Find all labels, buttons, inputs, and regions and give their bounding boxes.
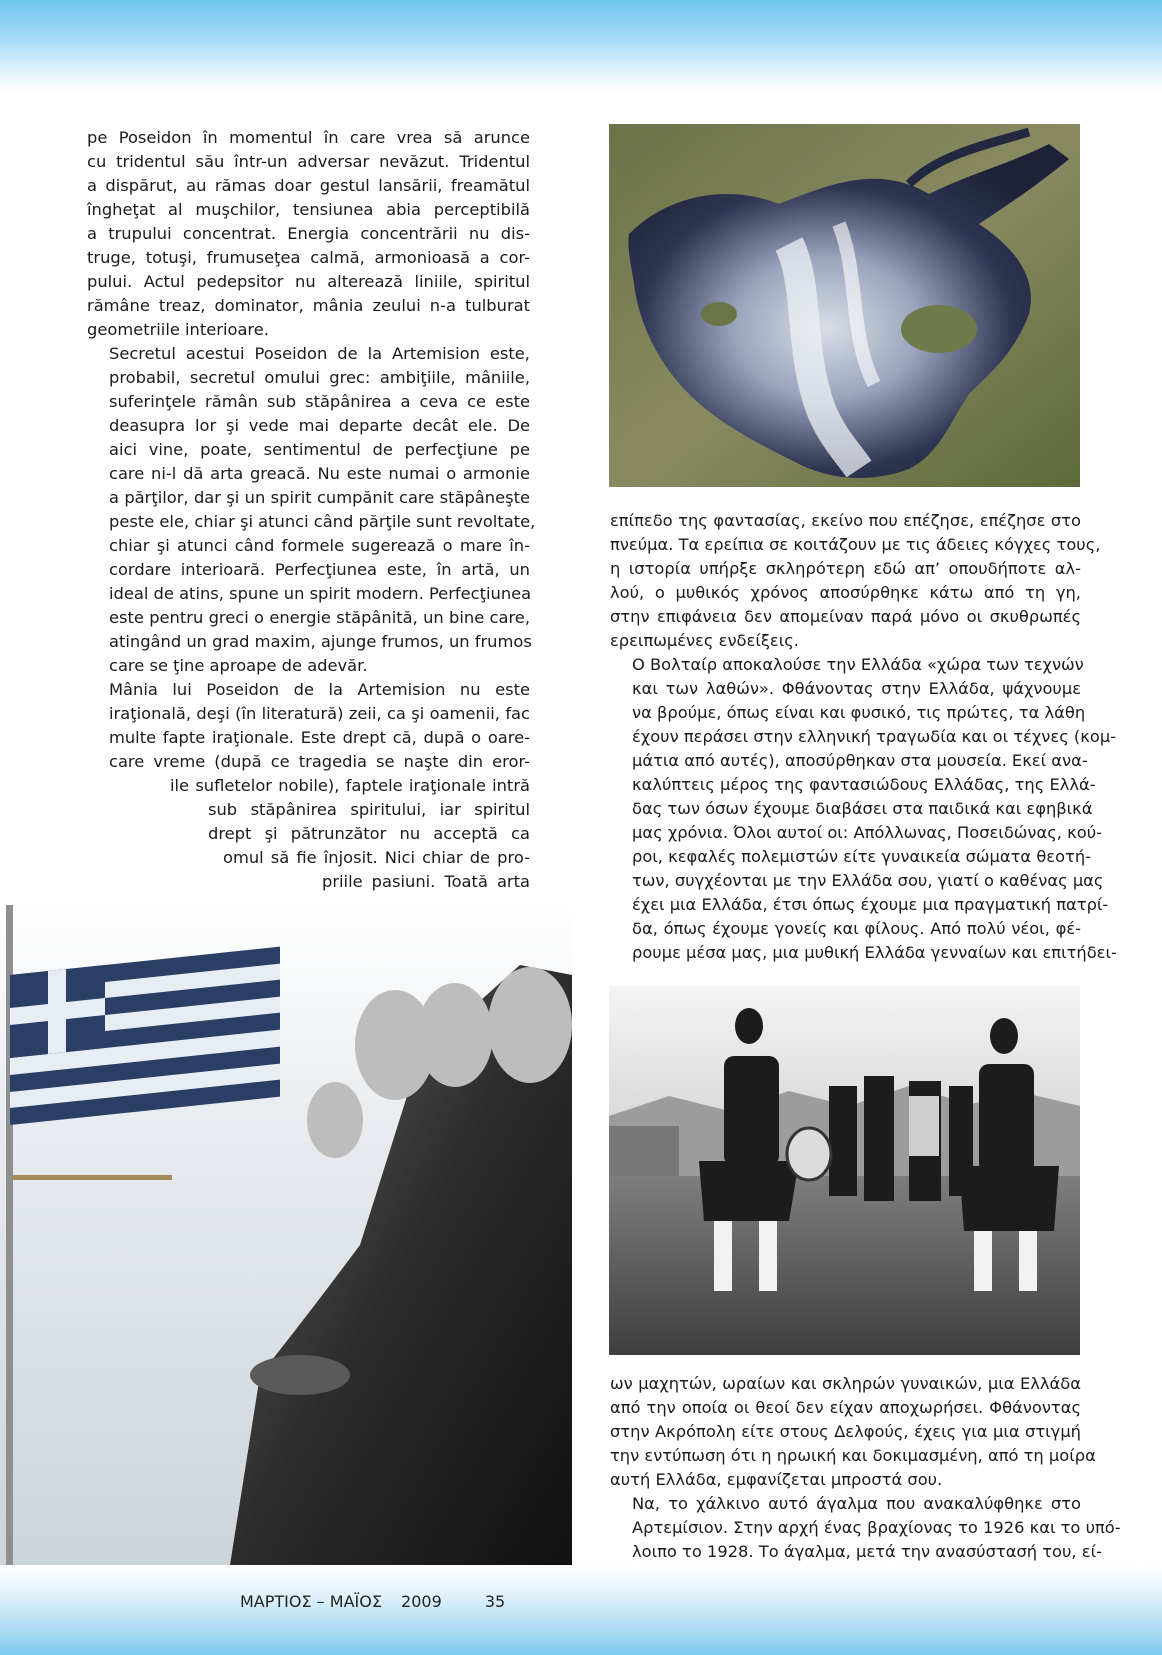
text-line: priile pasiuni. Toată arta bbox=[322, 872, 530, 891]
text-line: truge, totuşi, frumuseţea calmă, armonioasă a cor- bbox=[87, 248, 530, 267]
text-line: peste ele, chiar şi atunci când părţile sunt revoltate, bbox=[109, 512, 536, 531]
text-line: στην επιφάνεια δεν απομείναν παρά μόνο οι σκυθρωπές bbox=[610, 607, 1081, 626]
page-number: 35 bbox=[484, 1592, 506, 1611]
text-line: από την οποία οι θεοί δεν είχαν αποχωρήσει. Φθάνοντας bbox=[610, 1398, 1081, 1417]
text-line: este pentru greci o energie stăpânită, un bine care, bbox=[109, 608, 530, 627]
text-line: aici vine, poate, sentimentul de perfecţiune pe bbox=[109, 440, 530, 459]
text-line: καλύπτεις μέρος της φαντασιώδους Ελλάδας, της Ελλά- bbox=[632, 775, 1096, 794]
text-line: cordare interioară. Perfecţiunea este, în artă, un bbox=[109, 560, 530, 579]
footer-issue: ΜΑΡΤΙΟΣ – ΜΑΪΟΣ bbox=[240, 1592, 382, 1611]
text-line: care se ţine aproape de adevăr. bbox=[109, 656, 368, 675]
paragraph-5 bbox=[610, 653, 1117, 965]
photo-flag-and-villagers bbox=[0, 905, 572, 1565]
text-line: και των λαθών». Φθάνοντας στην Ελλάδα, ψάχνουμε bbox=[632, 679, 1081, 698]
text-line: a trupului concentrat. Energia concentrării nu dis- bbox=[87, 224, 530, 243]
text-line: δας των όσων έχουμε διαβάσει στα παιδικά και εφηβικά bbox=[632, 799, 1093, 818]
top-decorative-band bbox=[0, 0, 1162, 92]
text-line: μάτια από αυτές), αποσύρθηκαν στα μουσεία. Εκεί ανα- bbox=[632, 751, 1088, 770]
text-line: Να, το χάλκινο αυτό άγαλμα που ανακαλύφθηκε στο bbox=[632, 1494, 1081, 1513]
text-line: αυτή Ελλάδα, εμφανίζεται μπροστά σου. bbox=[610, 1470, 943, 1489]
text-line: probabil, secretul omului grec: ambiţiile, mâniile, bbox=[109, 368, 530, 387]
text-line: η ιστορία υπήρξε σκληρότερη εδώ απ’ οπουδήποτε αλ- bbox=[610, 559, 1081, 578]
text-line: στην Ακρόπολη είτε στους Δελφούς, έχεις για μια στιγμή bbox=[610, 1422, 1081, 1441]
text-line: chiar şi atunci când formele sugerează o mare în- bbox=[109, 536, 530, 555]
text-line: sub stăpânirea spiritului, iar spiritul bbox=[208, 800, 530, 819]
text-line: a părţilor, dar şi un spirit cumpănit care stăpâneşte bbox=[109, 488, 530, 507]
text-line: care vreme (după ce tragedia se naşte din eror- bbox=[109, 752, 530, 771]
greek-text-column-lower bbox=[610, 1372, 1121, 1564]
paragraph-7 bbox=[610, 1492, 1121, 1564]
text-line: την εντύπωση ότι η ηρωική και δοκιμασμένη, από τη μοίρα bbox=[610, 1446, 1096, 1465]
paragraph-1 bbox=[87, 126, 530, 342]
text-line: ideal de atins, spune un spirit modern. Perfecţiunea bbox=[109, 584, 532, 603]
text-line: πνεύμα. Τα ερείπια σε κοιτάζουν με τις άδειες κόγχες τους, bbox=[610, 535, 1101, 554]
photo-traditional-dancers bbox=[609, 986, 1080, 1355]
text-line: Secretul acestui Poseidon de la Artemision este, bbox=[109, 344, 530, 363]
paragraph-3 bbox=[87, 678, 530, 774]
text-line: δα, όπως έχουμε γονείς και φίλους. Από πολύ νέοι, φέ- bbox=[632, 919, 1081, 938]
text-line: cu tridentul său într-un adversar nevăzut. Tridentul bbox=[87, 152, 530, 171]
text-line: pe Poseidon în momentul în care vrea să arunce bbox=[87, 128, 530, 147]
text-line: να βρούμε, όπως είναι και φυσικό, τις πρώτες, τα λάθη bbox=[632, 703, 1086, 722]
text-line: ροι, κεφαλές πολεμιστών είτε γυναικεία σώματα θεοτή- bbox=[632, 847, 1092, 866]
text-line: ων μαχητών, ωραίων και σκληρών γυναικών, μια Ελλάδα bbox=[610, 1374, 1081, 1393]
text-line: επίπεδο της φαντασίας, εκείνο που επέζησε, επέζησε στο bbox=[610, 511, 1081, 530]
paragraph-4 bbox=[610, 509, 1101, 653]
text-line: drept şi pătrunzător nu acceptă ca bbox=[208, 824, 530, 843]
text-line: omul să fie înjosit. Nici chiar de pro- bbox=[223, 848, 530, 867]
text-line: pului. Actul pedepsitor nu alterează liniile, spiritul bbox=[87, 272, 530, 291]
text-line: Ο Βολταίρ αποκαλούσε την Ελλάδα «χώρα των τεχνών bbox=[632, 655, 1084, 674]
romanian-text-tail bbox=[87, 774, 530, 894]
paragraph-2 bbox=[87, 342, 536, 678]
page-footer bbox=[240, 1592, 505, 1611]
text-line: μας χρόνια. Όλοι αυτοί οι: Απόλλωνας, Ποσειδώνας, κού- bbox=[632, 823, 1103, 842]
footer-year: 2009 bbox=[401, 1592, 442, 1611]
text-line: deasupra lor şi vede mai departe decât ele. De bbox=[109, 416, 530, 435]
text-line: των, συγχέονται με την Ελλάδα σου, γιατί ο καθένας μας bbox=[632, 871, 1104, 890]
text-line: geometriile interioare. bbox=[87, 320, 269, 339]
satellite-photo-gulf bbox=[609, 124, 1080, 487]
text-line: έχει μια Ελλάδα, έτσι όπως έχουμε μια πραγματική πατρί- bbox=[632, 895, 1109, 914]
paragraph-6 bbox=[610, 1372, 1096, 1492]
text-line: multe fapte iraţionale. Este drept că, după o oare- bbox=[109, 728, 530, 747]
text-line: ερειπωμένες ενδείξεις. bbox=[610, 631, 799, 650]
greek-text-column-upper bbox=[610, 509, 1117, 965]
text-line: ρουμε μέσα μας, μια μυθική Ελλάδα γενναίων και επιτήδει- bbox=[632, 943, 1117, 962]
text-line: a dispărut, au rămas doar gestul lansării, freamătul bbox=[87, 176, 530, 195]
text-line: îngheţat al muşchilor, tensiunea abia perceptibilă bbox=[87, 200, 530, 219]
romanian-text-column bbox=[87, 126, 536, 774]
text-line: suferinţele rămân sub stăpânirea a ceva ce este bbox=[109, 392, 530, 411]
text-line: care ni-l dă arta greacă. Nu este numai o armonie bbox=[109, 464, 530, 483]
text-line: atingând un grad maxim, ajunge frumos, un frumos bbox=[109, 632, 532, 651]
text-line: λοιπο το 1928. Το άγαλμα, μετά την ανασύστασή του, εί- bbox=[632, 1542, 1102, 1561]
text-line: έχουν περάσει στην ελληνική τραγωδία και οι τέχνες (κομ- bbox=[632, 727, 1117, 746]
text-line: Αρτεμίσιον. Στην αρχή ένας βραχίονας το 1926 και το υπό- bbox=[632, 1518, 1121, 1537]
bottom-decorative-band bbox=[0, 1565, 1162, 1655]
text-line: Mânia lui Poseidon de la Artemision nu este bbox=[109, 680, 530, 699]
text-line: rămâne treaz, dominator, mânia zeului n-a tulburat bbox=[87, 296, 530, 315]
text-line: ile sufletelor nobile), faptele iraţionale intră bbox=[170, 776, 530, 795]
text-line: λού, ο μυθικός χρόνος αποσύρθηκε κάτω από τη γη, bbox=[610, 583, 1081, 602]
text-line: iraţională, deşi (în literatură) zeii, ca şi oamenii, fac bbox=[109, 704, 530, 723]
